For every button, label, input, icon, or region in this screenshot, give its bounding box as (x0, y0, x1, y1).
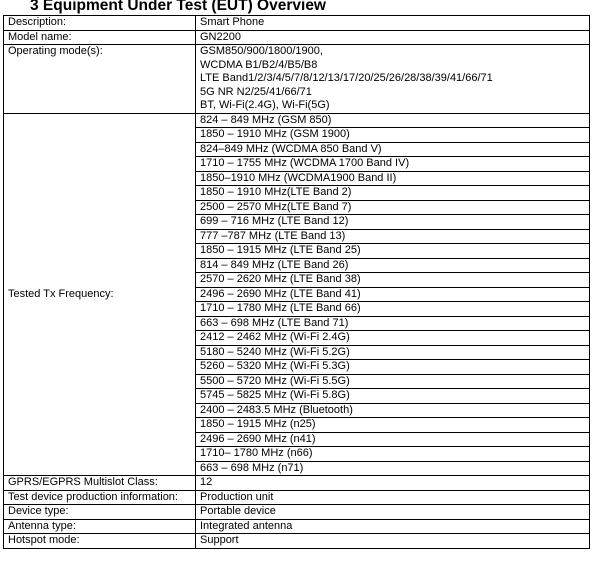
operating-mode-line: 5G NR N2/25/41/66/71 (200, 85, 312, 98)
row-model-name (4, 30, 590, 45)
tx-frequency-value: 2400 – 2483.5 MHz (Bluetooth) (196, 403, 590, 418)
row-description (4, 16, 590, 31)
operating-mode-line: GSM850/900/1800/1900, (200, 45, 323, 57)
tx-frequency-value: 824 – 849 MHz (GSM 850) (196, 113, 590, 128)
operating-modes-value (196, 45, 590, 114)
tx-frequency-value: 663 – 698 MHz (n71) (196, 461, 590, 476)
tx-frequency-value: 1850 – 1910 MHz(LTE Band 2) (196, 186, 590, 201)
eut-overview-table (3, 15, 590, 549)
tx-frequency-value: 1850 – 1915 MHz (LTE Band 25) (196, 244, 590, 259)
tx-frequency-value: 1710 – 1755 MHz (WCDMA 1700 Band IV) (196, 157, 590, 172)
tx-frequency-value: 5500 – 5720 MHz (Wi-Fi 5.5G) (196, 374, 590, 389)
tx-frequency-value: 1710– 1780 MHz (n66) (196, 447, 590, 462)
tx-frequency-value: 814 – 849 MHz (LTE Band 26) (196, 258, 590, 273)
section-title: 3 Equipment Under Test (EUT) Overview (30, 0, 326, 14)
row-multislot-class (4, 476, 590, 491)
antenna-type-value: Integrated antenna (196, 519, 590, 534)
row-antenna-type (4, 519, 590, 534)
tx-frequency-value: 2570 – 2620 MHz (LTE Band 38) (196, 273, 590, 288)
tx-frequency-value: 5745 – 5825 MHz (Wi-Fi 5.8G) (196, 389, 590, 404)
tx-frequency-value: 2496 – 2690 MHz (n41) (196, 432, 590, 447)
row-hotspot-mode (4, 534, 590, 549)
operating-modes-label: Operating mode(s): (4, 45, 196, 114)
device-type-value: Portable device (196, 505, 590, 520)
tx-frequency-value: 2500 – 2570 MHz(LTE Band 7) (196, 200, 590, 215)
row-operating-modes (4, 45, 590, 114)
row-tx-frequency (4, 113, 590, 128)
tx-frequency-value: 5260 – 5320 MHz (Wi-Fi 5.3G) (196, 360, 590, 375)
tx-frequency-value: 1710 – 1780 MHz (LTE Band 66) (196, 302, 590, 317)
tx-frequency-value: 1850–1910 MHz (WCDMA1900 Band II) (196, 171, 590, 186)
tx-frequency-value: 663 – 698 MHz (LTE Band 71) (196, 316, 590, 331)
hotspot-mode-value: Support (196, 534, 590, 549)
antenna-type-label: Antenna type: (4, 519, 196, 534)
tx-frequency-value: 2412 – 2462 MHz (Wi-Fi 2.4G) (196, 331, 590, 346)
tx-frequency-value: 824–849 MHz (WCDMA 850 Band V) (196, 142, 590, 157)
tx-frequency-value: 2496 – 2690 MHz (LTE Band 41) (196, 287, 590, 302)
device-type-label: Device type: (4, 505, 196, 520)
row-production-info (4, 490, 590, 505)
operating-mode-line: BT, Wi-Fi(2.4G), Wi-Fi(5G) (200, 99, 330, 111)
tx-frequency-value: 5180 – 5240 MHz (Wi-Fi 5.2G) (196, 345, 590, 360)
multislot-class-label: GPRS/EGPRS Multislot Class: (4, 476, 196, 491)
hotspot-mode-label: Hotspot mode: (4, 534, 196, 549)
production-info-value: Production unit (196, 490, 590, 505)
tx-frequency-value: 777 –787 MHz (LTE Band 13) (196, 229, 590, 244)
tx-frequency-label: Tested Tx Frequency: (4, 113, 196, 476)
model-name-value: GN2200 (196, 30, 590, 45)
description-value: Smart Phone (196, 16, 590, 31)
operating-mode-line: LTE Band1/2/3/4/5/7/8/12/13/17/20/25/26/28/38/39/41/66/71 (200, 72, 493, 84)
production-info-label: Test device production information: (4, 490, 196, 505)
tx-frequency-value: 1850 – 1915 MHz (n25) (196, 418, 590, 433)
multislot-class-value: 12 (196, 476, 590, 491)
tx-frequency-value: 699 – 716 MHz (LTE Band 12) (196, 215, 590, 230)
row-device-type (4, 505, 590, 520)
description-label: Description: (4, 16, 196, 31)
model-name-label: Model name: (4, 30, 196, 45)
operating-mode-line: WCDMA B1/B2/4/B5/B8 (200, 58, 318, 71)
tx-frequency-value: 1850 – 1910 MHz (GSM 1900) (196, 128, 590, 143)
